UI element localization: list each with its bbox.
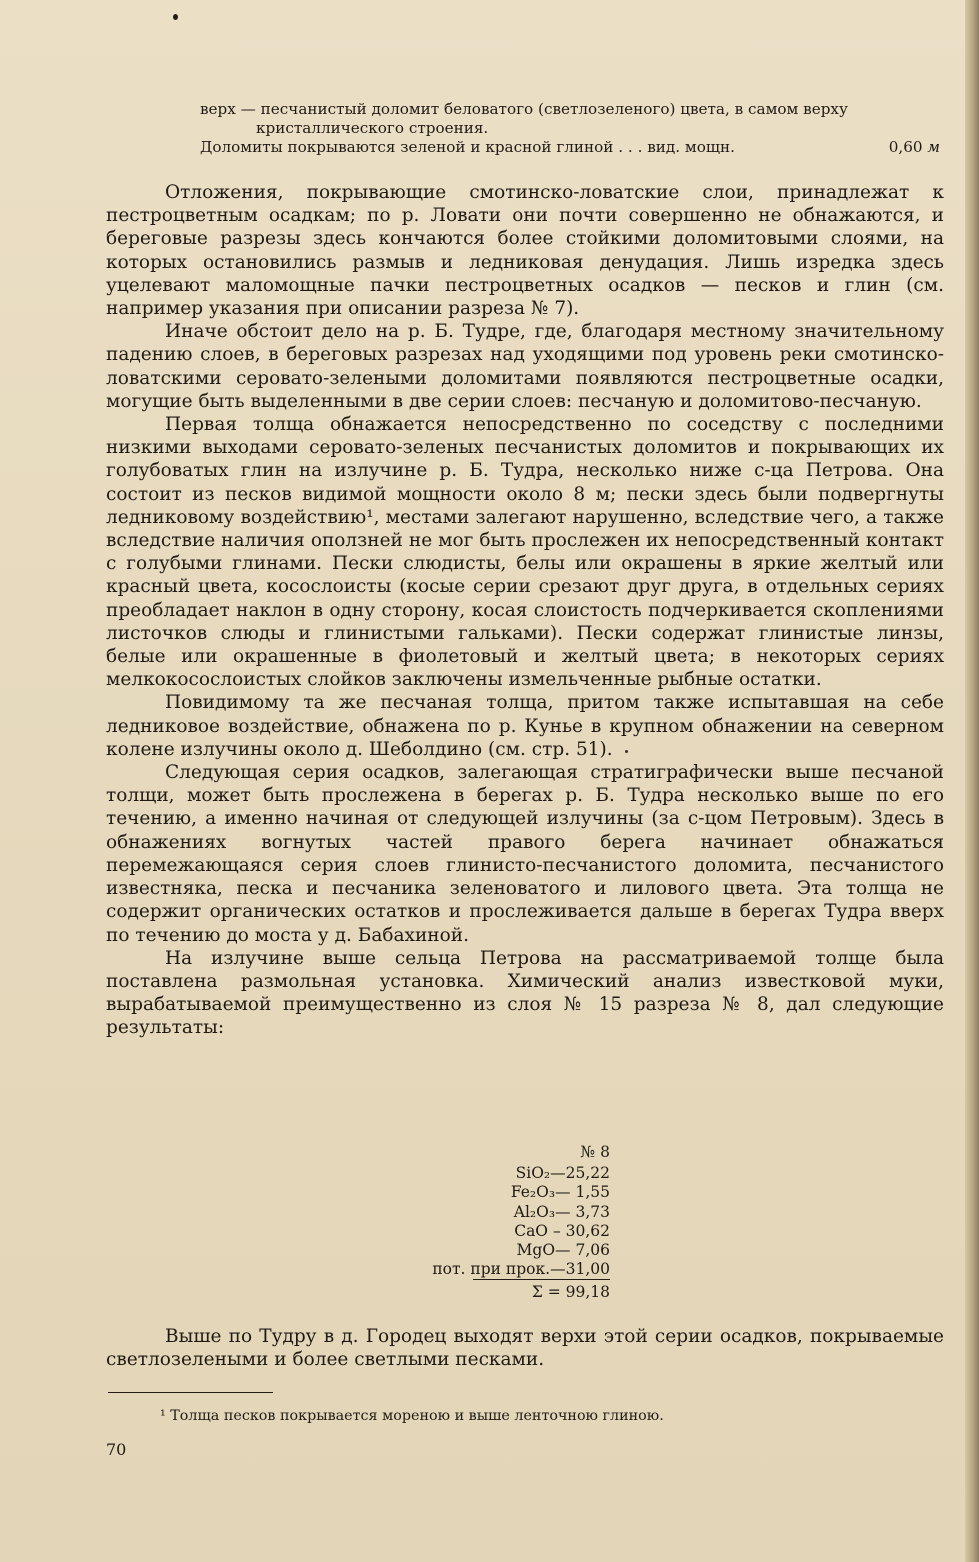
footnote-separator — [108, 1392, 273, 1393]
analysis-heading: № 8 — [580, 1143, 610, 1161]
section-top-note — [200, 100, 940, 157]
analysis-row-sio2: SiO₂—25,22 — [515, 1164, 610, 1183]
analysis-row-fe2o3: Fe₂O₃— 1,55 — [510, 1183, 610, 1202]
analysis-row-al2o3: Al₂O₃— 3,73 — [513, 1202, 610, 1221]
body-paragraph-1: Отложения, покрывающие смотинско-ловатские слои, принадлежат к пестроцветным осадкам; по р. Ловати они почти совершенно не обнажаются, и береговые разрезы здесь кончаются более стойкими доломитовыми слоями, на которых остановились размыв и ледниковая денудация. Лишь изредка здесь уцелевают маломощные пачки пестроцветных осадков — песков и глин (см. например указания при описании разреза № 7). — [106, 182, 944, 320]
main-body-text — [106, 181, 944, 1040]
top-note-line-3-measure — [889, 138, 940, 157]
analysis-sum: Σ = 99,18 — [531, 1283, 610, 1302]
chemical-analysis-block — [410, 1143, 610, 1303]
analysis-sum-rule — [473, 1279, 610, 1280]
stray-ink-dot — [625, 750, 628, 753]
page-edge-shadow — [965, 0, 979, 1562]
top-note-line-3-value: 0,60 — [888, 138, 923, 156]
analysis-row-mgo: MgO— 7,06 — [516, 1241, 610, 1260]
top-note-line-3-text: Доломиты покрываются зеленой и красной глиной . . . вид. мощн. — [200, 138, 735, 156]
analysis-row-cao: CaO – 30,62 — [514, 1221, 610, 1240]
body-paragraph-3: Первая толща обнажается непосредственно по соседству с последними низкими выходами серовато-зеленых песчанистых доломитов и покрывающих их голубоватых глин на излучине р. Б. Тудра, несколько ниже с-ца Петрова. Она состоит из песков видимой мощности около 8 м; пески здесь были подвергнуты ледниковому воздействию¹, местами залегают нарушенно, вследствие чего, а также вследствие наличия оползней не мог быть прослежен их непосредственный контакт с голубыми глинами. Пески слюдисты, белы или окрашены в яркие желтый или красный цвета, косослоисты (косые серии срезают друг друга, в отдельных сериях преобладает наклон в одну сторону, косая слоистость подчеркивается скоплениями листочков слюды и глинистыми гальками). Пески содержат глинистые линзы, белые или окрашенные в фиолетовый и желтый цвета; в некоторых сериях мелкокосослоистых слойков заключены измельченные рыбные остатки. — [106, 414, 944, 691]
body-paragraph-6: На излучине выше сельца Петрова на рассматриваемой толще была поставлена размольная установка. Химический анализ известковой муки, вырабатываемой преимущественно из слоя № 15 разреза № 8, дал следующие результаты: — [106, 947, 944, 1039]
body-paragraph-2: Иначе обстоит дело на р. Б. Тудре, где, благодаря местному значительному падению слоев, в береговых разрезах над уходящими под уровень реки смотинско-ловатскими серовато-зелеными доломитами появляются пестроцветные осадки, могущие быть выделенными в две серии слоев: песчаную и доломитово-песчаную. — [106, 321, 944, 412]
ink-dot-mark — [173, 14, 178, 20]
top-note-line-3 — [200, 138, 940, 157]
closing-text — [106, 1325, 944, 1371]
body-paragraph-4: Повидимому та же песчаная толща, притом также испытавшая на себе ледниковое воздействие, обнажена по р. Кунье в крупном обнажении на северном колене излучины около д. Шеболдино (см. стр. 51). — [106, 692, 944, 760]
top-note-line-2: кристаллического строения. — [256, 119, 489, 137]
footnote: ¹ Толща песков покрывается мореною и выше ленточною глиною. — [160, 1408, 664, 1424]
analysis-row-loss-on-ignition: пот. при прок.—31,00 — [432, 1260, 610, 1279]
closing-paragraph: Выше по Тудру в д. Городец выходят верхи этой серии осадков, покрываемые светлозелеными и более светлыми песками. — [106, 1326, 944, 1371]
top-note-line-3-unit: м — [927, 138, 940, 156]
body-paragraph-5: Следующая серия осадков, залегающая стратиграфически выше песчаной толщи, может быть прослежена в берегах р. Б. Тудра несколько выше по его течению, а именно начиная от следующей излучины (за с-цом Петровым). Здесь в обнажениях вогнутых частей правого берега начинает обнажаться перемежающаяся серия слоев глинисто-песчанистого доломита, песчанистого известняка, песка и песчаника зеленоватого и лилового цвета. Эта толща не содержит органических остатков и прослеживается дальше в берегах Тудра вверх по течению до моста у д. Бабахиной. — [106, 762, 944, 946]
page-number: 70 — [106, 1440, 127, 1459]
top-note-line-1: верх — песчанистый доломит беловатого (светлозеленого) цвета, в самом верху — [200, 100, 848, 118]
